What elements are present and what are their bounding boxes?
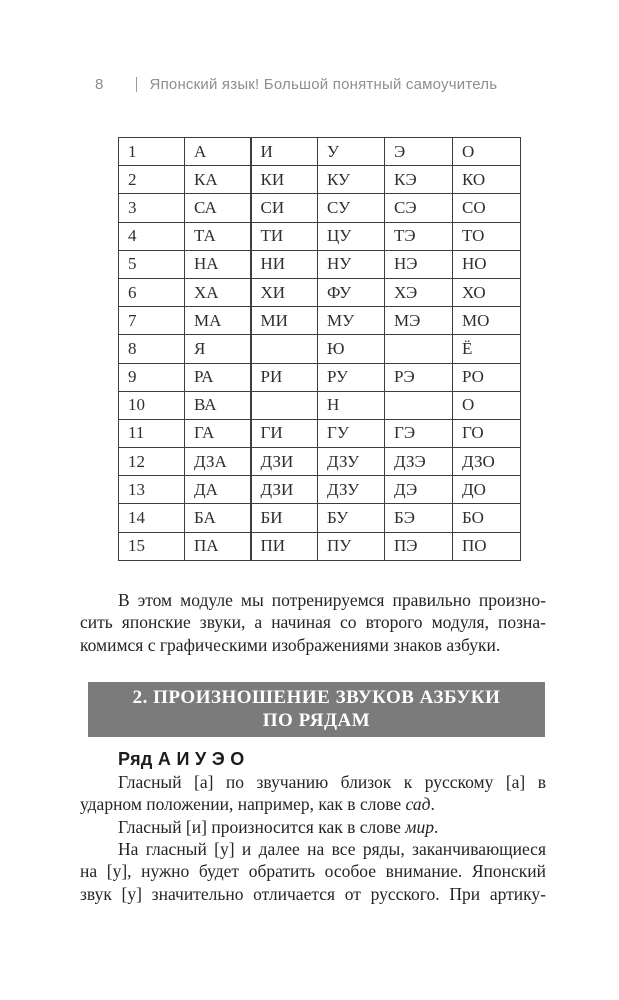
syllable-cell-i [251,391,318,419]
syllable-cell-u: Ю [318,335,385,363]
italic-word: сад [405,794,431,815]
row-number-cell: 13 [119,476,185,504]
row-number-cell: 4 [119,222,185,250]
syllable-cell-e: ПЭ [385,532,453,560]
syllable-cell-e: ГЭ [385,419,453,447]
table-row [119,250,521,278]
syllable-cell-i: БИ [251,504,318,532]
syllable-cell-a: А [185,138,251,166]
syllable-cell-u: ДЗУ [318,448,385,476]
syllable-cell-u: ЦУ [318,222,385,250]
table-row [119,419,521,447]
syllable-cell-e: МЭ [385,307,453,335]
syllable-cell-u: НУ [318,250,385,278]
section-title-line2: ПО РЯДАМ [262,710,371,731]
syllable-cell-o: ГО [453,419,521,447]
syllable-cell-o: Ё [453,335,521,363]
paragraph-intro [80,589,546,656]
table-row [119,363,521,391]
table-row [119,448,521,476]
row-number-cell: 6 [119,278,185,306]
row-number-cell: 8 [119,335,185,363]
row-number-cell: 3 [119,194,185,222]
syllable-cell-e [385,335,453,363]
syllable-cell-a: ДА [185,476,251,504]
syllable-cell-o: МО [453,307,521,335]
syllable-cell-i: МИ [251,307,318,335]
syllable-cell-e: Э [385,138,453,166]
syllable-table [118,137,521,561]
syllable-cell-e: РЭ [385,363,453,391]
syllable-cell-a: ДЗА [185,448,251,476]
syllable-cell-u: ДЗУ [318,476,385,504]
syllable-cell-o: РО [453,363,521,391]
text-line: сить японские звуки, а начиная со второго модуля, позна- [80,612,546,633]
table-row [119,166,521,194]
syllable-cell-e: ТЭ [385,222,453,250]
syllable-cell-o: НО [453,250,521,278]
syllable-cell-a: МА [185,307,251,335]
syllable-cell-u: Н [318,391,385,419]
syllable-cell-o: БО [453,504,521,532]
syllable-cell-i: ГИ [251,419,318,447]
row-number-cell: 2 [119,166,185,194]
syllable-cell-e: БЭ [385,504,453,532]
book-title: Японский язык! Большой понятный самоучитель [149,76,498,93]
syllable-cell-a: КА [185,166,251,194]
row-number-cell: 5 [119,250,185,278]
row-number-cell: 12 [119,448,185,476]
table-row [119,504,521,532]
syllable-cell-o: ХО [453,278,521,306]
syllable-cell-a: ХА [185,278,251,306]
text-segment: . [430,794,435,815]
text-line [80,793,546,815]
syllable-cell-o: ПО [453,532,521,560]
syllable-cell-a: ГА [185,419,251,447]
syllable-cell-e: СЭ [385,194,453,222]
row-number-cell: 10 [119,391,185,419]
table-row [119,532,521,560]
table-row [119,476,521,504]
syllable-cell-e: ДЭ [385,476,453,504]
syllable-cell-o: СО [453,194,521,222]
section-heading-banner [88,682,545,737]
syllable-cell-e: НЭ [385,250,453,278]
syllable-table-body [119,138,521,561]
table-row [119,138,521,166]
paragraph-vowel-u [80,838,546,905]
syllable-cell-u: СУ [318,194,385,222]
syllable-cell-e [385,391,453,419]
text-line [80,816,546,838]
syllable-cell-e: ДЗЭ [385,448,453,476]
syllable-cell-a: ТА [185,222,251,250]
syllable-cell-a: НА [185,250,251,278]
text-segment: ударном положении, например, как в слове [80,794,406,815]
syllable-cell-u: ГУ [318,419,385,447]
text-segment: Гласный [и] произносится как в слове [118,817,406,837]
syllable-cell-i [251,335,318,363]
page-number: 8 [95,76,104,93]
syllable-cell-i: ТИ [251,222,318,250]
text-line: комимся с графическими изображениями знаков азбуки. [80,634,501,655]
text-segment: . [433,817,439,837]
row-number-cell: 15 [119,532,185,560]
table-row [119,307,521,335]
running-header [95,76,497,93]
paragraph-vowel-a [80,771,546,816]
row-number-cell: 9 [119,363,185,391]
syllable-cell-o: О [453,391,521,419]
syllable-cell-o: О [453,138,521,166]
table-row [119,222,521,250]
syllable-cell-a: РА [185,363,251,391]
row-number-cell: 7 [119,307,185,335]
paragraph-vowel-i [80,816,546,838]
syllable-cell-o: ДО [453,476,521,504]
syllable-cell-e: КЭ [385,166,453,194]
syllable-cell-i: РИ [251,363,318,391]
syllable-cell-i: ДЗИ [251,448,318,476]
syllable-cell-u: РУ [318,363,385,391]
syllable-cell-i: ХИ [251,278,318,306]
row-number-cell: 1 [119,138,185,166]
table-row [119,278,521,306]
syllable-cell-i: НИ [251,250,318,278]
table-row [119,391,521,419]
text-line: на [у], нужно будет обратить особое внимание. Японский [80,861,546,882]
syllable-cell-u: МУ [318,307,385,335]
section-title-line1: 2. ПРОИЗНОШЕНИЕ ЗВУКОВ АЗБУКИ [132,687,501,708]
syllable-cell-a: ВА [185,391,251,419]
table-row [119,194,521,222]
syllable-cell-i: ПИ [251,532,318,560]
italic-word: мир [405,817,434,837]
syllable-cell-i: ДЗИ [251,476,318,504]
syllable-cell-u: ПУ [318,532,385,560]
syllable-cell-i: КИ [251,166,318,194]
syllable-cell-a: Я [185,335,251,363]
syllable-cell-u: У [318,138,385,166]
text-line: звук [у] значительно отличается от русского. При артику- [80,883,546,904]
syllable-cell-o: ТО [453,222,521,250]
syllable-cell-a: СА [185,194,251,222]
syllable-cell-a: ПА [185,532,251,560]
row-number-cell: 11 [119,419,185,447]
syllable-cell-e: ХЭ [385,278,453,306]
syllable-cell-u: ФУ [318,278,385,306]
text-line: В этом модуле мы потренируемся правильно произно- [118,590,546,610]
syllable-cell-i: СИ [251,194,318,222]
syllable-cell-u: БУ [318,504,385,532]
row-heading: Ряд А И У Э О [118,749,245,769]
syllable-cell-o: ДЗО [453,448,521,476]
text-line: На гласный [у] и далее на все ряды, заканчивающиеся [118,839,546,859]
syllable-cell-a: БА [185,504,251,532]
syllable-cell-i: И [251,138,318,166]
syllable-cell-u: КУ [318,166,385,194]
table-row [119,335,521,363]
syllable-cell-o: КО [453,166,521,194]
text-line: Гласный [а] по звучанию близок к русскому [а] в [118,772,546,792]
row-number-cell: 14 [119,504,185,532]
header-divider [136,77,137,92]
